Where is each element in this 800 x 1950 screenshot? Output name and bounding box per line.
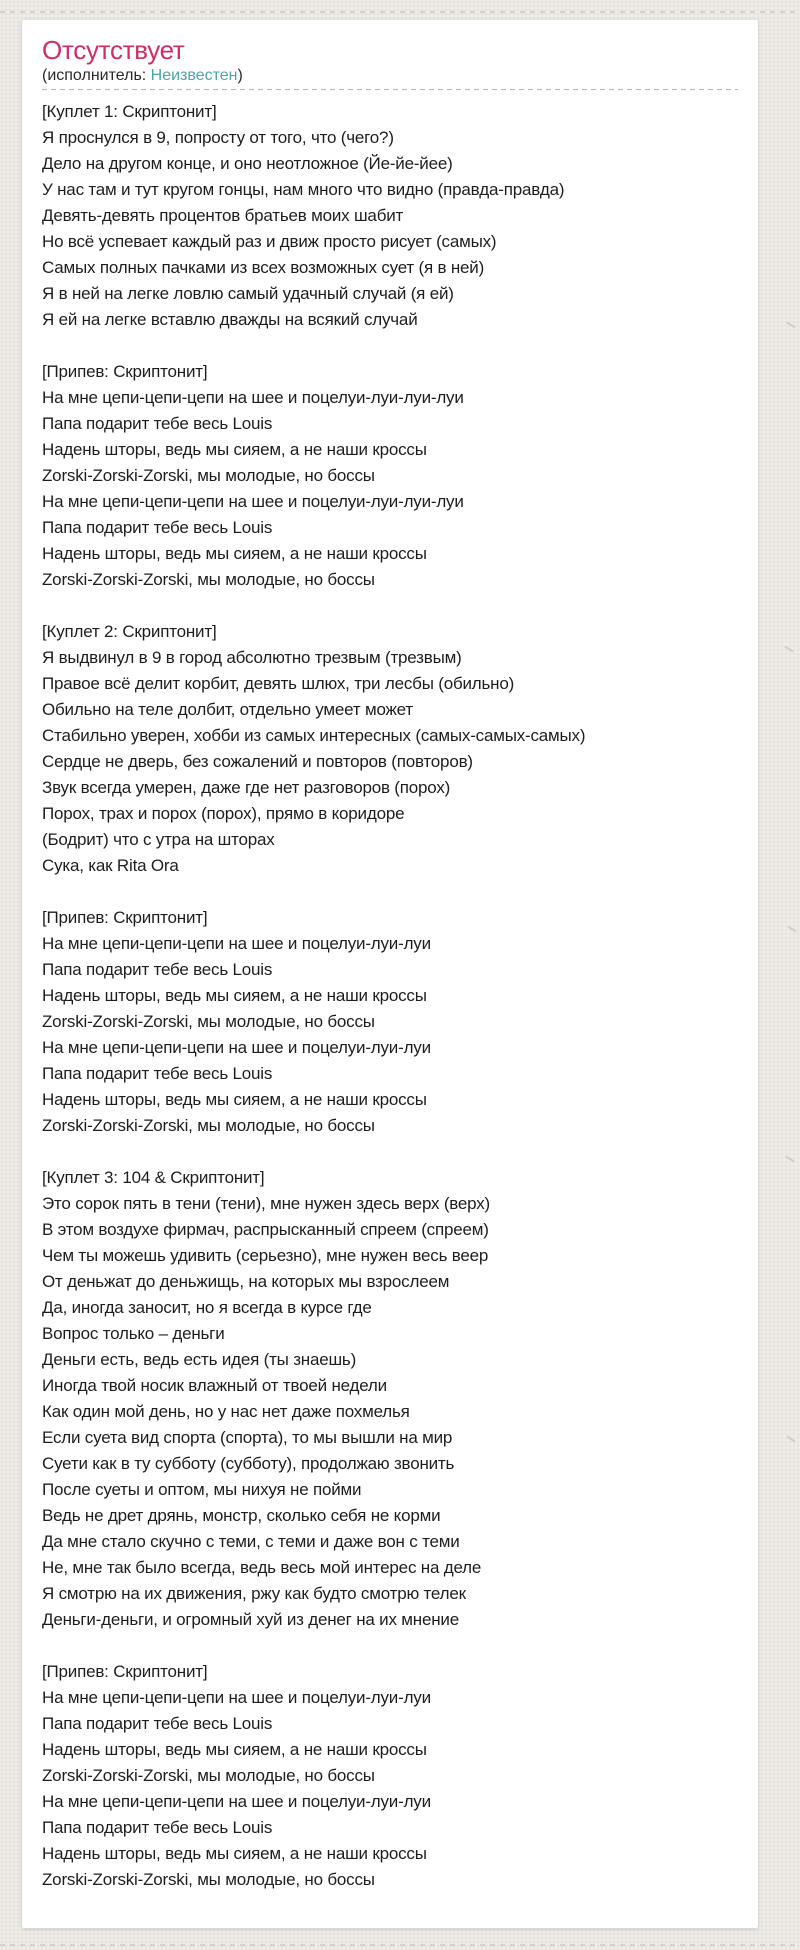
lyric-line: Папа подарит тебе весь Louis: [42, 960, 273, 979]
song-title: Отсутствует: [42, 35, 185, 65]
top-stitch-divider: [0, 11, 800, 13]
stanza-header: [Припев: Скриптонит]: [42, 1662, 208, 1681]
texture-mark: [785, 1156, 795, 1163]
lyric-line: На мне цепи-цепи-цепи на шее и поцелуи-луи-луи: [42, 1792, 431, 1811]
stanza-header: [Куплет 2: Скриптонит]: [42, 622, 217, 641]
lyric-line: Да мне стало скучно с теми, с теми и даже вон с теми: [42, 1532, 460, 1551]
lyric-line: Чем ты можешь удивить (серьезно), мне нужен весь веер: [42, 1246, 489, 1265]
lyric-line: Я смотрю на их движения, ржу как будто смотрю телек: [42, 1584, 466, 1603]
texture-mark: [787, 926, 797, 933]
lyric-line: Девять-девять процентов братьев моих шабит: [42, 206, 404, 225]
lyric-line: Папа подарит тебе весь Louis: [42, 1064, 273, 1083]
lyric-line: Надень шторы, ведь мы сияем, а не наши кроссы: [42, 544, 427, 563]
texture-mark: [784, 646, 794, 653]
lyric-line: Самых полных пачками из всех возможных сует (я в ней): [42, 258, 485, 277]
lyric-line: Это сорок пять в тени (тени), мне нужен здесь верх (верх): [42, 1194, 491, 1213]
lyric-line: От деньжат до деньжищь, на которых мы взрослеем: [42, 1272, 450, 1291]
lyric-line: После суеты и оптом, мы нихуя не пойми: [42, 1480, 362, 1499]
lyric-line: У нас там и тут кругом гонцы, нам много что видно (правда-правда): [42, 180, 565, 199]
artist-label: (исполнитель:: [42, 67, 147, 84]
lyric-line: Правое всё делит корбит, девять шлюх, три лесбы (обильно): [42, 674, 515, 693]
dashed-separator: [42, 88, 738, 90]
stanza-header: [Припев: Скриптонит]: [42, 362, 208, 381]
texture-mark: [786, 322, 796, 329]
lyric-line: Zorski-Zorski-Zorski, мы молодые, но боссы: [42, 570, 375, 589]
lyric-line: Надень шторы, ведь мы сияем, а не наши кроссы: [42, 1740, 427, 1759]
bottom-stitch-divider: [0, 1944, 800, 1946]
lyric-line: Суети как в ту субботу (субботу), продолжаю звонить: [42, 1454, 455, 1473]
lyric-line: Надень шторы, ведь мы сияем, а не наши кроссы: [42, 1090, 427, 1109]
lyric-line: Zorski-Zorski-Zorski, мы молодые, но боссы: [42, 1012, 375, 1031]
lyric-line: В этом воздухе фирмач, распрысканный спреем (спреем): [42, 1220, 489, 1239]
lyric-line: Если суета вид спорта (спорта), то мы вышли на мир: [42, 1428, 453, 1447]
lyrics-card: [22, 20, 758, 1928]
lyric-line: На мне цепи-цепи-цепи на шее и поцелуи-луи-луи-луи: [42, 492, 464, 511]
lyric-line: Я проснулся в 9, попросту от того, что (чего?): [42, 128, 394, 147]
lyric-line: На мне цепи-цепи-цепи на шее и поцелуи-луи-луи: [42, 1038, 431, 1057]
lyric-line: Обильно на теле долбит, отдельно умеет может: [42, 700, 413, 719]
texture-mark: [786, 1436, 796, 1443]
lyric-line: Zorski-Zorski-Zorski, мы молодые, но боссы: [42, 1116, 375, 1135]
lyric-line: Папа подарит тебе весь Louis: [42, 518, 273, 537]
lyrics-stanza: [42, 99, 738, 333]
lyrics-stanza: [42, 619, 738, 879]
lyric-line: Дело на другом конце, и оно неотложное (Йе-йе-йее): [42, 154, 453, 173]
lyric-line: Порох, трах и порох (порох), прямо в коридоре: [42, 804, 405, 823]
lyric-line: Надень шторы, ведь мы сияем, а не наши кроссы: [42, 440, 427, 459]
lyric-line: Папа подарит тебе весь Louis: [42, 1714, 273, 1733]
lyric-line: (Бодрит) что с утра на шторах: [42, 830, 275, 849]
lyric-line: Да, иногда заносит, но я всегда в курсе где: [42, 1298, 372, 1317]
lyric-line: Звук всегда умерен, даже где нет разговоров (порох): [42, 778, 451, 797]
lyric-line: Деньги есть, ведь есть идея (ты знаешь): [42, 1350, 357, 1369]
lyric-line: Надень шторы, ведь мы сияем, а не наши кроссы: [42, 1844, 427, 1863]
lyrics-stanza: [42, 1659, 738, 1893]
artist-line: [42, 66, 738, 86]
lyrics-text: [42, 99, 738, 1893]
lyric-line: Zorski-Zorski-Zorski, мы молодые, но боссы: [42, 1766, 375, 1785]
lyric-line: Как один мой день, но у нас нет даже похмелья: [42, 1402, 410, 1421]
lyric-line: Я в ней на легке ловлю самый удачный случай (я ей): [42, 284, 454, 303]
lyric-line: Стабильно уверен, хобби из самых интересных (самых-самых-самых): [42, 726, 586, 745]
lyric-line: Сука, как Rita Ora: [42, 856, 179, 875]
artist-link[interactable]: Неизвестен: [150, 67, 238, 84]
lyric-line: Я ей на легке вставлю дважды на всякий случай: [42, 310, 418, 329]
lyric-line: Иногда твой носик влажный от твоей недели: [42, 1376, 387, 1395]
lyric-line: Папа подарит тебе весь Louis: [42, 1818, 273, 1837]
lyric-line: На мне цепи-цепи-цепи на шее и поцелуи-луи-луи: [42, 1688, 431, 1707]
lyrics-stanza: [42, 905, 738, 1139]
lyric-line: Сердце не дверь, без сожалений и повторов (повторов): [42, 752, 473, 771]
lyrics-stanza: [42, 359, 738, 593]
lyric-line: Zorski-Zorski-Zorski, мы молодые, но боссы: [42, 1870, 375, 1889]
lyric-line: Надень шторы, ведь мы сияем, а не наши кроссы: [42, 986, 427, 1005]
lyric-line: Но всё успевает каждый раз и движ просто рисует (самых): [42, 232, 497, 251]
stanza-header: [Куплет 1: Скриптонит]: [42, 102, 217, 121]
lyric-line: На мне цепи-цепи-цепи на шее и поцелуи-луи-луи: [42, 934, 431, 953]
stanza-header: [Куплет 3: 104 & Скриптонит]: [42, 1168, 265, 1187]
lyric-line: Деньги-деньги, и огромный хуй из денег на их мнение: [42, 1610, 459, 1629]
lyric-line: Я выдвинул в 9 в город абсолютно трезвым (трезвым): [42, 648, 462, 667]
lyrics-stanza: [42, 1165, 738, 1633]
lyric-line: На мне цепи-цепи-цепи на шее и поцелуи-луи-луи-луи: [42, 388, 464, 407]
lyric-line: Вопрос только – деньги: [42, 1324, 225, 1343]
lyric-line: Zorski-Zorski-Zorski, мы молодые, но боссы: [42, 466, 375, 485]
artist-suffix: ): [237, 67, 243, 84]
lyric-line: Не, мне так было всегда, ведь весь мой интерес на деле: [42, 1558, 482, 1577]
lyric-line: Папа подарит тебе весь Louis: [42, 414, 273, 433]
lyric-line: Ведь не дрет дрянь, монстр, сколько себя не корми: [42, 1506, 441, 1525]
stanza-header: [Припев: Скриптонит]: [42, 908, 208, 927]
